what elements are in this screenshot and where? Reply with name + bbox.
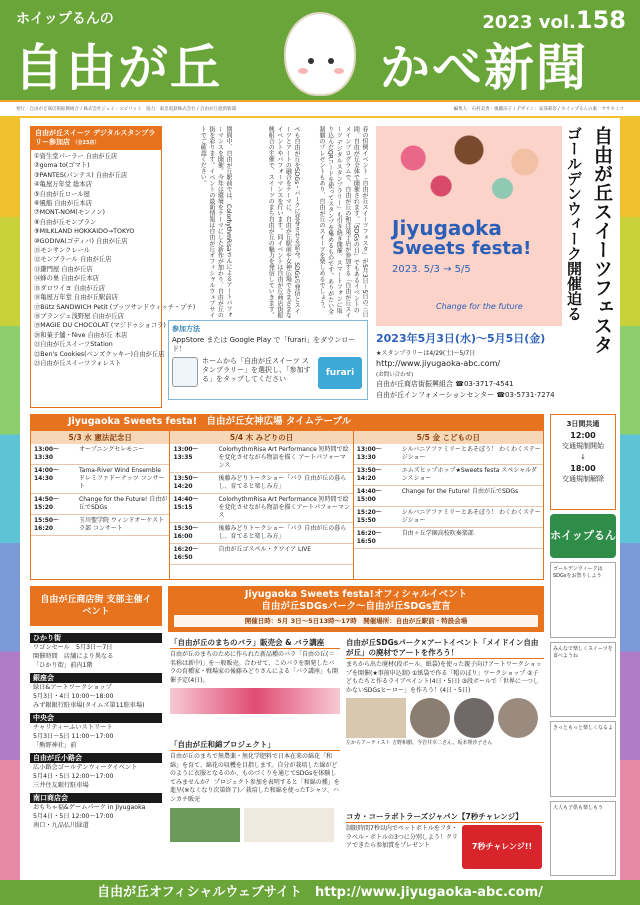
timetable-row <box>170 523 352 544</box>
stamp-shop-item: ⑫モンブラール 自由が丘店 <box>34 256 112 264</box>
art-section: 自由が丘SDGsパーク×アートイベント「メイドイン自由が丘」の廃材でアートを作ろう！ まちから出た廃材(段ボール、紙袋)を使った親子向けアートワークショップを開催(★事前申込制) ①紙袋で作る「帽のぼり」ワークショップ ②子どもたちと作るライブペイント(4日・5日) ③段ボールで「世界に一つしかないSDGsヒーロー」を作ろう！(4日・5日) 左からアーティスト 吉野和樹、今岩井幸二さん、坂本理沙子さん <box>346 638 544 808</box>
stamp-shop-item: ㉒Ben's Cookies(ベンズクッキー)自由が丘店 <box>34 350 165 358</box>
art-bag-photo <box>346 698 406 738</box>
smartphone-icon <box>172 357 198 387</box>
stamp-shop-item: ㉓自由が丘スイーツフォレスト <box>34 359 122 367</box>
official-title: Jiyugaoka Sweets festa!オフィシャルイベント 自由が丘SDGsパーク〜自由が丘SDGs宣言 開催日時：5月 3日〜5日13時〜17時 開催場所：自由が丘駅前・特設会場 <box>168 586 544 632</box>
branch-group-line: 5月3日〜5日 11:00〜17:00 <box>33 733 114 740</box>
timetable-common: 3日間共通 12:00 交通規制開始 ↓ 18:00 交通規制解除 <box>550 414 616 510</box>
branch-group-line: 開催時間 店舗により異なる <box>33 653 114 660</box>
stamp-shop-item: ⑬鎌門屋 自由が丘店 <box>34 265 93 273</box>
seven-second-challenge-badge: 7秒チャレンジ!! <box>462 825 542 869</box>
branch-title: 自由が丘商店街 支部主催イベント <box>30 586 162 626</box>
cotton-field-photo <box>170 808 240 842</box>
timetable-event: 自由が丘ゴスペル・クワイア LIVE <box>218 546 312 553</box>
branch-group-line: 5月4日・5日 12:00〜17:00 <box>33 773 114 780</box>
stamp-shop-item: ⑤自由が丘ロール屋 <box>34 190 90 198</box>
timetable-time: 13:00〜13:30 <box>356 446 382 461</box>
mascot-comic: ゴールデンウィークはSDGsをお祭りしよう みんなで楽しくスイーツを食べようね きっともっと楽しくなるよ 大人も子供も楽しもう <box>550 562 616 876</box>
timetable-event: Change for the Future! 自由が丘でSDGs <box>401 488 519 495</box>
timetable-day <box>354 431 543 579</box>
timetable-row <box>354 507 543 528</box>
stamp-shop-item: ⑭蜂の巣 自由が丘本店 <box>34 275 99 283</box>
stamp-shop-item: ⑩GODIVA(ゴディバ) 自由が丘店 <box>34 237 128 245</box>
timetable-title: Jiyugaoka Sweets festa! 自由が丘女神広場 タイムテーブル <box>30 414 544 430</box>
timetable <box>30 430 544 580</box>
cotton-section: 「自由が丘和綿プロジェクト」 自由が丘のまちで無農薬・無化学肥料で日本在来の綿花「和綿」を育て、綿花の収穫を目指します。自分が栽培した綿がどのように衣服となるのか、ものづくりを通じてSDGsを体験してみませんか？ プロジェクト参加を表明すると「和綿の種」を進呈(※なくなり次第終了)／栽培した和綿を使ったTシャツ、ハンカチ販売 <box>170 740 340 876</box>
branch-group-name: 中央会 <box>30 713 162 723</box>
footer: 自由が丘オフィシャルウェブサイト http://www.jiyugaoka-abc.com/ <box>0 880 640 905</box>
stamp-shop-item: ⑥風船 自由が丘本店 <box>34 200 93 208</box>
timetable-time: 15:30〜16:00 <box>173 525 199 540</box>
timetable-time: 16:20〜16:50 <box>173 546 199 561</box>
timetable-day <box>31 431 170 579</box>
event-info: 2023年5月3日(水)〜5月5日(金) ★スタンプラリーは4/29(土)〜5/7日 http://www.jiyugaoka-abc.com/ (お問い合わせ) 自由が丘商店街振興組合 ☎03-3717-4541 自由が丘インフォメーションセンター ☎03-5731-7274 <box>376 330 562 410</box>
stamp-shop-item: ⑨MILKLAND HOKKAIDO→TOKYO <box>34 228 135 236</box>
timetable-event: 後藤みどりトークショー「パラ 自由が丘の暮らし、育てると楽しみ方」 <box>218 525 347 540</box>
masthead-tagline: ホイップるんの <box>16 11 114 27</box>
stamp-shop-item: ⑲MAGIE DU CHOCOLAT (マジドゥショコラ) <box>34 322 166 330</box>
stamp-shop-item: ⑪モンサンクレール <box>34 247 91 255</box>
stamp-shop-item: ⑦MONT-NOM(モンノン) <box>34 209 105 217</box>
branch-group-line: 三井住友銀行駐車場 <box>33 782 89 789</box>
issue-number: 2023 vol.158 <box>482 6 626 34</box>
timetable-event: エムズヒップホップ★Sweets festa スペシャルダンスショー <box>401 467 537 482</box>
timetable-event: 玉川聖学院 ウィンドオーケストラ部 コンサート <box>79 517 165 532</box>
article-column-2: ぺも自由が丘をSDGs・パークに変身させる試み。SDGsの発信とスイーツとアートの融合をテーマに、自由が丘駅前や女神広場でさまざまなイベントやパフォーマンスを行います。同イベントは自由が丘商店街振興組合の主催で、スイーツのまち自由が丘の魅力を発信していきます。 <box>267 126 300 318</box>
stamp-shop-item: ⑰Bütz SANDWICH Petit (ブッツサンドウィッチ・プチ) <box>34 303 196 311</box>
credits: 発行：自由が丘商店街振興組合 / 株式会社ジェイ・スピリット 協力：東急電鉄株式会社 / 自由が丘経済新聞 編集人：石村美香・後藤涼子 / デザイン：安部莉奈 / ホイップるんの素：ササキミコ <box>0 102 640 116</box>
stamp-shop-item: ⑧自由が丘モンブラン <box>34 218 97 226</box>
timetable-event: オープニングセレモニー <box>79 446 145 453</box>
timetable-time: 13:00〜13:35 <box>173 446 199 461</box>
timetable-event: Tama-River Wind Ensemble ドレミファドーナッツ コンサート <box>79 467 165 490</box>
timetable-time: 14:50〜15:20 <box>34 496 60 511</box>
rose-photo <box>170 688 340 714</box>
branch-group-line: 「ひかり街」前内1階 <box>33 662 93 669</box>
timetable-row <box>31 465 169 494</box>
timetable-day-label: 5/5 金 こどもの日 <box>354 431 543 444</box>
timetable-row <box>170 494 352 523</box>
masthead-title-right: かべ新聞 <box>380 39 588 97</box>
branch-group-name: 銀座会 <box>30 673 162 683</box>
timetable-event: Change for the Future! 自由が丘でSDGs <box>79 496 168 511</box>
stamp-shop-item: ㉑自由が丘スイーツStation <box>34 341 113 349</box>
masthead-title-left: 自由が丘 <box>14 39 222 97</box>
festival-poster: Jiyugaoka Sweets festa! 2023. 5/3 → 5/5 Change for the future <box>376 126 562 326</box>
timetable-time: 16:20〜16:50 <box>356 530 382 545</box>
branch-group-line: 「熊野神社」前 <box>33 742 77 749</box>
stamp-shop-item: ⑱ブランジェ浅野屋 自由が丘店 <box>34 312 124 320</box>
timetable-time: 14:40〜15:00 <box>356 488 382 503</box>
timetable-time: 13:50〜14:20 <box>356 467 382 482</box>
cotton-goods-photo <box>244 808 334 842</box>
timetable-time: 15:50〜16:20 <box>34 517 60 532</box>
branch-group-name: 自由が丘小路会 <box>30 753 162 763</box>
branch-group-line: おもちゃ福&ゲームパーク in Jiyugaoka <box>33 804 146 811</box>
timetable-event: シルバニアファミリーとあそぼう！ わくわくステージショー <box>401 446 541 461</box>
stamp-shop-item: ②goma to(ゴマト) <box>34 162 90 170</box>
timetable-time: 14:40〜15:15 <box>173 496 199 511</box>
timetable-row <box>354 465 543 486</box>
timetable-time: 15:20〜15:50 <box>356 509 382 524</box>
timetable-time: 13:00〜13:30 <box>34 446 60 461</box>
branch-events <box>30 630 162 876</box>
footer-url-link[interactable]: http://www.jiyugaoka-abc.com/ <box>314 885 543 900</box>
whip-run-sign: ホイップるん <box>550 514 616 558</box>
artist-photo-1 <box>410 698 450 738</box>
branch-group-name: 南口商店会 <box>30 793 162 803</box>
timetable-row <box>170 473 352 494</box>
timetable-time: 13:50〜14:20 <box>173 475 199 490</box>
timetable-row <box>170 544 352 565</box>
branch-group-line: みず銀銀行駐車場(タイムズ第11駐車場) <box>33 702 145 709</box>
timetable-row <box>170 444 352 473</box>
timetable-row <box>31 515 169 536</box>
article-body <box>168 126 368 318</box>
stamp-shop-item: ③PANTES(パンテス) 自由が丘店 <box>34 171 128 179</box>
branch-group-line: チャリティーふいストリート <box>33 724 113 731</box>
stamp-shop-item: ⑳和菓子舗・fève 自由が丘 本店 <box>34 331 128 339</box>
branch-group-line: 5月4日・5日 12:00〜17:00 <box>33 813 114 820</box>
timetable-row <box>354 444 543 465</box>
timetable-day-label: 5/4 木 みどりの日 <box>170 431 352 444</box>
timetable-day <box>170 431 353 579</box>
artist-photo-3 <box>498 698 538 738</box>
stamp-shop-item: ①資生堂パーラー 自由が丘店 <box>34 153 118 160</box>
page-sheet <box>20 118 620 880</box>
timetable-event: シルバニアファミリーとあそぼう！ わくわくステージショー <box>401 509 541 524</box>
timetable-event: 自由ヶ丘学園高校吹奏楽部 <box>401 530 474 537</box>
branch-group-line: ワゴンセール 5月3日〜7日 <box>33 644 113 651</box>
branch-group-line: 5月3日・4日 10:00〜18:00 <box>33 693 114 700</box>
event-url-link[interactable]: http://www.jiyugaoka-abc.com/ <box>376 359 501 368</box>
timetable-row <box>31 494 169 515</box>
timetable-row <box>354 486 543 507</box>
timetable-event: 後藤みどりトークショー「パラ 自由が丘の暮らし、育てると楽しみ方」 <box>218 475 347 490</box>
timetable-day-label: 5/3 水 憲法記念日 <box>31 431 169 444</box>
furari-logo: furari <box>318 357 362 389</box>
branch-group-line: 広小路会ゴールデンウィークイベント <box>33 764 138 771</box>
timetable-time: 14:00〜14:30 <box>34 467 60 482</box>
article-column-3: 期間中、自由が丘駅前では、ColorhythmRisaさんによるアートパフォーマンスを開催。今年は環境をテーマにした新作が加わり、自由が丘の街を彩ります。イベントの最新情報は自由が丘オフィシャルウェブサイトでご確認ください。 <box>199 126 232 318</box>
stamp-shop-item: ⑯亀屋万年堂 自由が丘駅前店 <box>34 294 118 302</box>
artist-photo-2 <box>454 698 494 738</box>
coke-section: コカ・コーラボトラーズジャパン【7秒チャレンジ】 制限時間7秒以内でペットボトルをフタ・ラベル・ボトルの3つに分別しよう！クリアできたら参加賞をプレゼント 7秒チャレンジ!! <box>346 812 544 876</box>
masthead <box>0 0 640 100</box>
stamp-shop-item: ④亀屋万年堂 総本店 <box>34 181 93 189</box>
timetable-event: ColorhythmRisa Art Performance 短時間で絵を変化させながら物語を描くアートパフォーマンス <box>218 496 350 519</box>
branch-group-name: ひかり街 <box>30 633 162 643</box>
stamp-shop-item: ⑮ダロワイヨ 自由が丘店 <box>34 284 106 292</box>
branch-group-line: 南口・九品仏川緑道 <box>33 822 89 829</box>
timetable-event: ColorhythmRisa Art Performance 短時間で絵を変化させながら物語を描く アートパフォーマンス <box>218 446 349 469</box>
article-column-1: 春の恒例イベント「自由が丘スイーツフェスタ」が5月3日〜5日の三日間、自由が丘全体で開催されます。「SDGsの日」でもあるイベントのメインプログラムで、自由が丘の和洋菓子店が参加する「自由が丘スイーツ デジタルスタンプラリー」も引き続き開催。スマートフォンに取り込んだQRコードを使ってスタンプを集めるものです。ありがたい全制覇のプレゼントもあり、自由が丘のスイーツを楽しめるでしょう。 <box>318 126 368 318</box>
howto-box: 参加方法 AppStore または Google Play で「furari」をダウンロード！ ホームから「自由が丘スイーツ スタンプラリー」を選択し、「参加する」をタップしてください furari <box>168 320 368 400</box>
bara-section: 「自由が丘のまちのバラ」販売会 & バラ講座 自由が丘のまちのために作られた新品種のバラ「自由の丘(＝名称は新中)」を一般販売。合わせて、このバラを開発したバラの育種家・戦場家の後藤みどりさんによる「バラ講座」も開催予定(4日)。 <box>170 638 340 736</box>
branch-group-line: 緑日&アートワークショップ <box>33 684 112 691</box>
whip-run-mascot-icon <box>284 12 356 96</box>
timetable-row <box>354 528 543 549</box>
headline: 自由が丘スイーツフェスタ ゴールデンウィーク開催迫る <box>565 126 613 354</box>
timetable-row <box>31 444 169 465</box>
stamp-rally-list: 自由が丘スイーツ デジタルスタンプラリー参加店 （全23店） ①資生堂パーラー 自由が丘店 ②goma to(ゴマト) ③PANTES(パンテス) 自由が丘店 ④亀屋万年堂 総本店 ⑤自由が丘ロール屋 ⑥風船 自由が丘本店 ⑦MONT-NOM(モンノン) ⑧自由が丘モンブラン ⑨MILKLAND HOKKAIDO→TOKYO ⑩GODIVA(ゴディバ) 自由が丘店 ⑪モンサンクレール ⑫モンブラール 自由が丘店 ⑬鎌門屋 自由が丘店 ⑭蜂の巣 自由が丘本店 ⑮ダロワイヨ 自由が丘店 ⑯亀屋万年堂 自由が丘駅前店 ⑰Bütz SANDWICH Petit (ブッツサンドウィッチ・プチ) ⑱ブランジェ浅野屋 自由が丘店 ⑲MAGIE DU CHOCOLAT (マジドゥショコラ) ⑳和菓子舗・fève 自由が丘 本店 ㉑自由が丘スイーツStation ㉒Ben's Cookies(ベンズクッキー)自由が丘店 ㉓自由が丘スイーツフォレスト <box>30 126 162 408</box>
